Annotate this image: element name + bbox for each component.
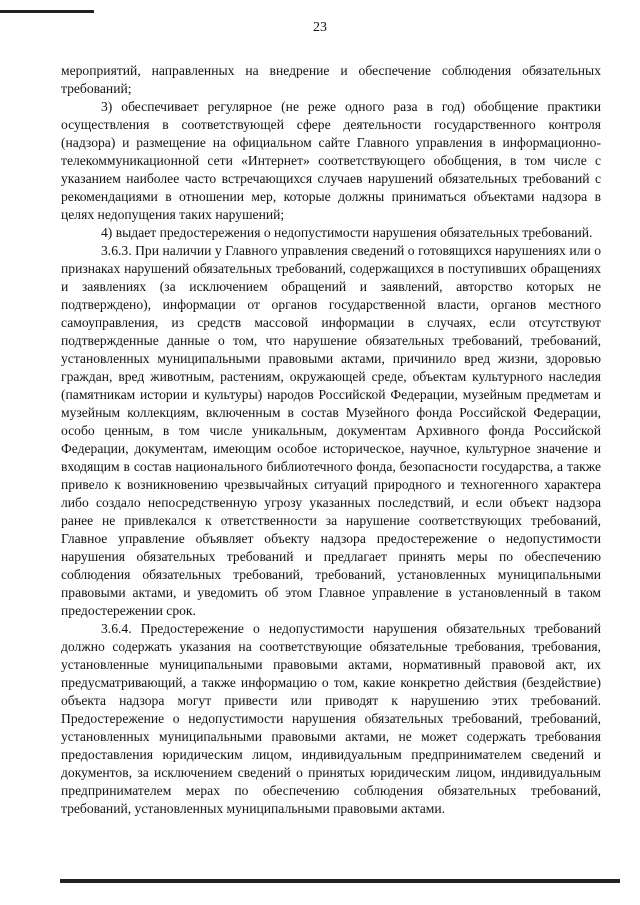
paragraph-3-6-4: 3.6.4. Предостережение о недопустимости нарушения обязательных требований должно содержать указания на соответствующие обязательные требования, требования, установленные муниципальными правовыми актами, нормативный правовой акт, их предусматривающий, а также информацию о том, какие конкретно действия (бездействие) объекта надзора могут привести или приводят к нарушению этих требований. Предостережение о недопустимости нарушения обязательных требований, требований, установленных муниципальными правовыми актами, не может содержать требования предоставления юридическим лицом, индивидуальным предпринимателем сведений и документов, за исключением сведений о принятых юридическим лицом, индивидуальным предпринимателем мерах по обеспечению соблюдения обязательных требований, требований, установленных муниципальными правовыми актами. xyxy=(61,621,601,816)
paragraph-3-6-3: 3.6.3. При наличии у Главного управления сведений о готовящихся нарушениях или о признаках нарушений обязательных требований, содержащихся в поступивших обращениях и заявлениях (за исключением обращений и заявлений, авторство которых не подтверждено), информации от органов государственной власти, органов местного самоуправления, из средств массовой информации в случаях, если отсутствуют подтвержденные данные о том, что нарушение обязательных требований, требований, установленных муниципальными правовыми актами, причинило вред жизни, здоровью граждан, вред животным, растениям, окружающей среде, объектам культурного наследия (памятникам истории и культуры) народов Российской Федерации, музейным предметам и музейным коллекциям, включенным в состав Музейного фонда Российской Федерации, особо ценным, в том числе уникальным, документам Архивного фонда Российской Федерации, документам, имеющим особое историческое, научное, культурное значение и входящим в состав национального библиотечного фонда, безопасности государства, а также привело к возникновению чрезвычайных ситуаций природного и техногенного характера либо создало непосредственную угрозу указанных последствий, и если объект надзора ранее не привлекался к ответственности за нарушение соответствующих требований, Главное управление объявляет объекту надзора предостережение о недопустимости нарушения обязательных требований и предлагает принять меры по обеспечению соблюдения обязательных требований, требований, установленных муниципальными правовыми актами, и уведомить об этом Главное управление в установленный в таком предостережении срок. xyxy=(61,243,601,618)
paragraph-item-3: 3) обеспечивает регулярное (не реже одного раза в год) обобщение практики осуществления в соответствующей сфере деятельности государственного контроля (надзора) и размещение на официальном сайте Главного управления в информационно-телекоммуникационной сети «Интернет» соответствующего обобщения, в том числе с указанием наиболее часто встречающихся случаев нарушений обязательных требований с рекомендациями в отношении мер, которые должны приниматься объектами надзора в целях недопущения таких нарушений; xyxy=(61,99,601,222)
paragraph-continuation: мероприятий, направленных на внедрение и обеспечение соблюдения обязательных требований; xyxy=(61,63,601,96)
page-number: 23 xyxy=(313,20,327,35)
document-body xyxy=(61,62,601,818)
scan-border-bottom xyxy=(60,879,620,883)
paragraph-item-4: 4) выдает предостережения о недопустимости нарушения обязательных требований. xyxy=(101,225,593,240)
scan-border-top xyxy=(0,10,94,13)
